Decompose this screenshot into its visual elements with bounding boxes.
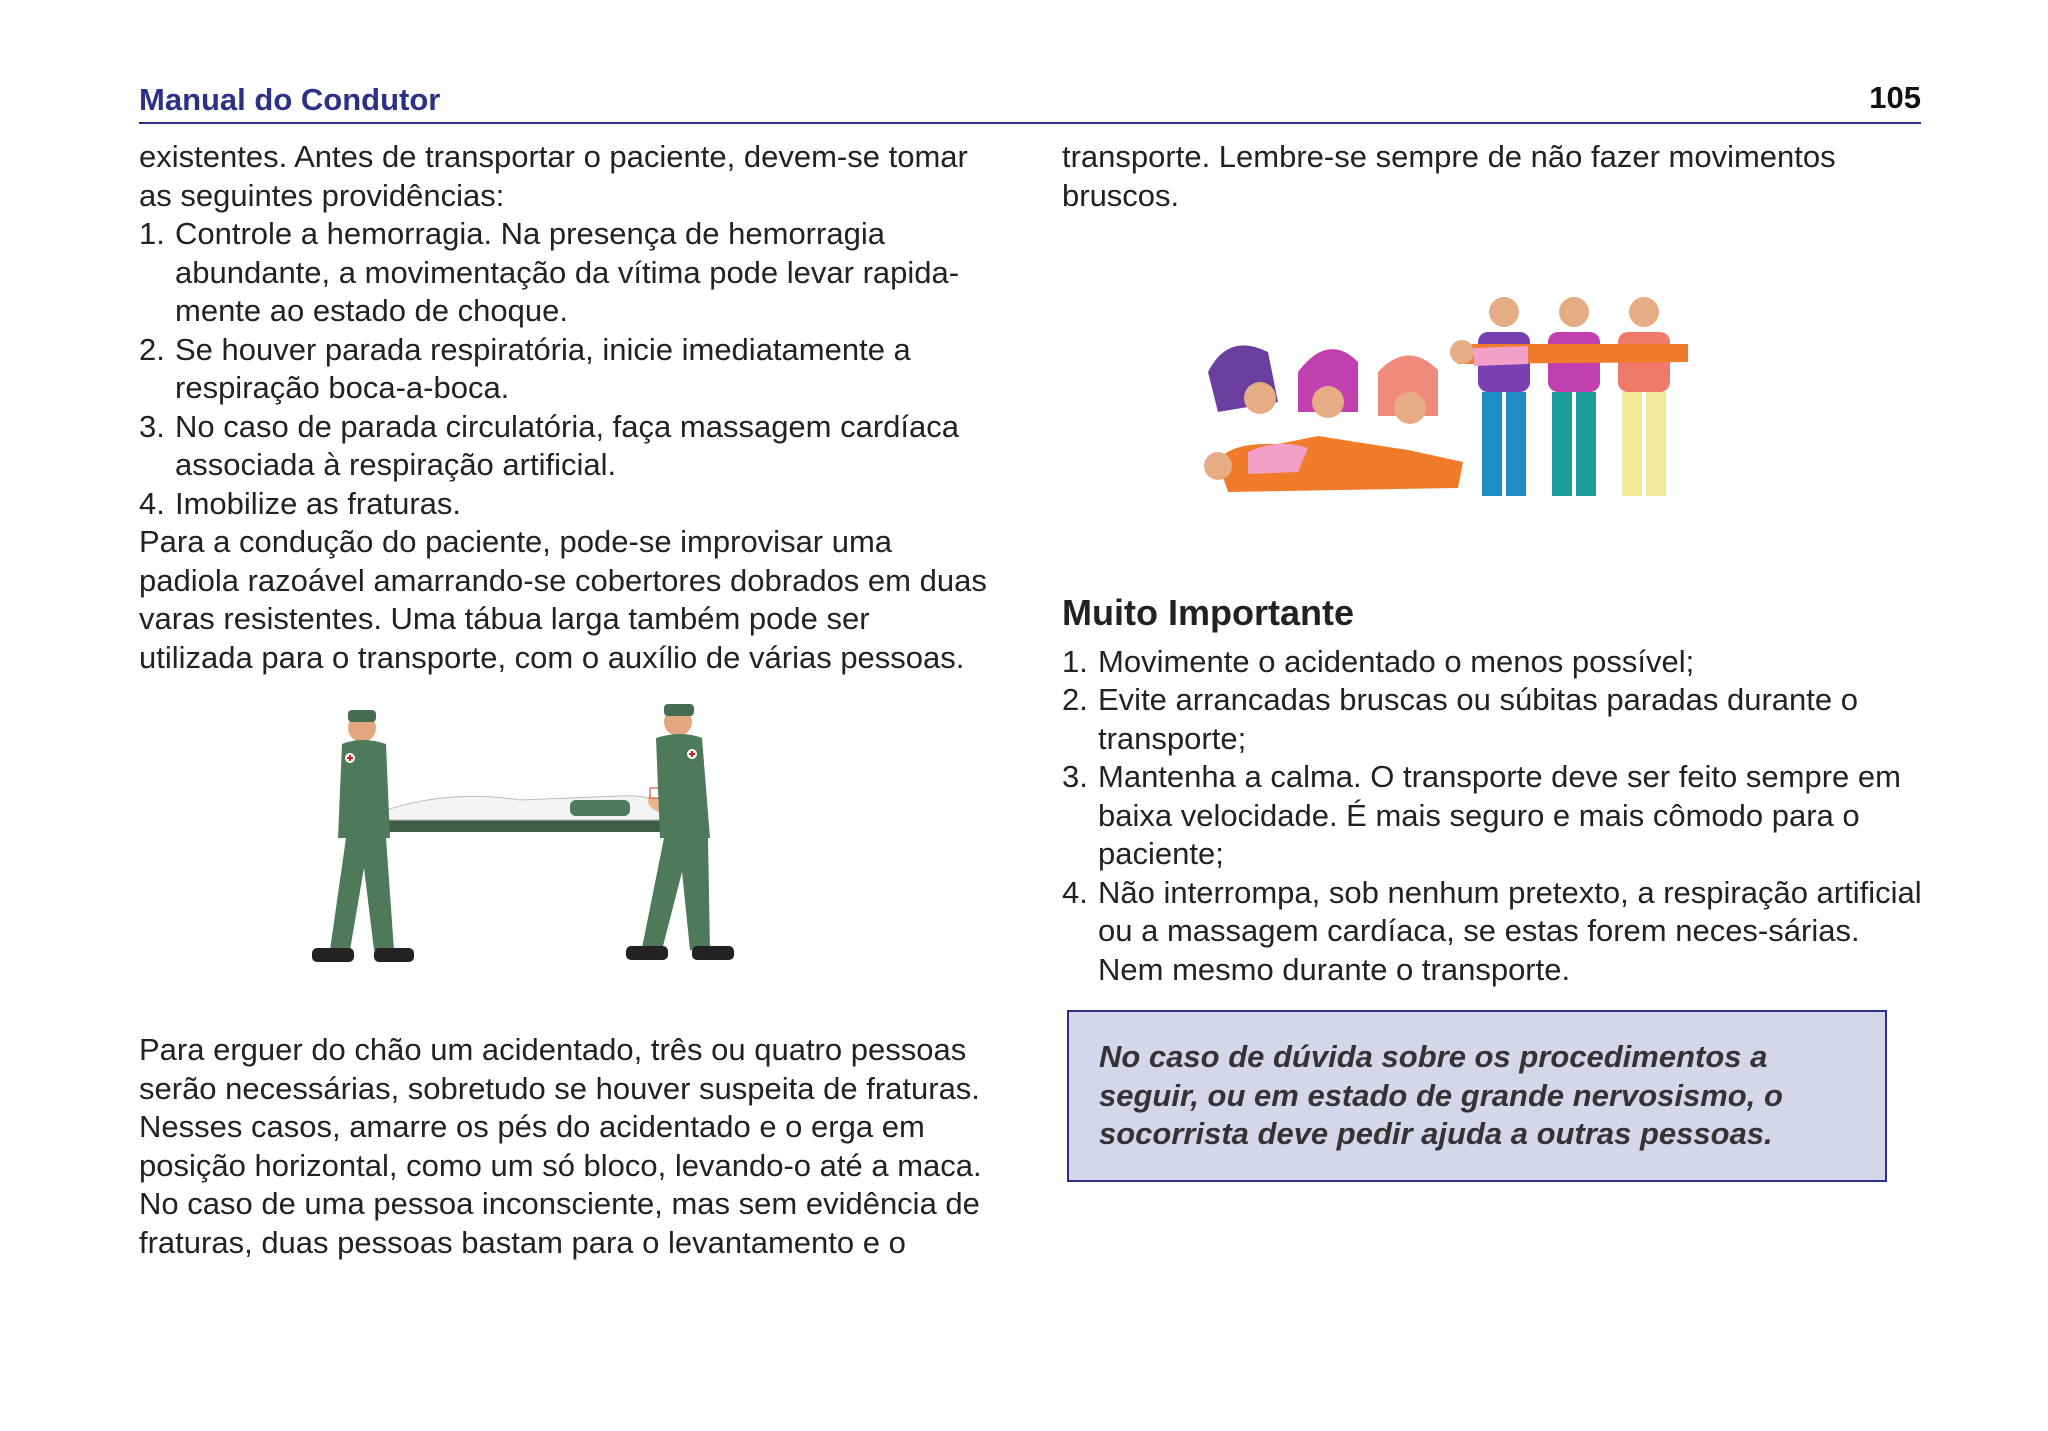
unconscious-paragraph: No caso de uma pessoa inconsciente, mas sem evidência de fraturas, duas pessoas bastam para o levantamento e o [139,1186,980,1260]
list-number: 2. [139,331,165,367]
list-text: Mantenha a calma. O transporte deve ser feito sempre em baixa velocidade. É mais seguro e mais cômodo para o paciente; [1098,759,1901,871]
section-title: Muito Importante [1062,592,1354,633]
manual-title: Manual do Condutor [139,82,441,117]
list-number: 4. [139,485,165,521]
list-number: 2. [1062,682,1088,717]
important-section [1062,594,1922,989]
list-item [139,485,989,524]
list-item [1062,681,1922,758]
list-item [139,331,989,408]
stretcher-paragraph: Para a condução do paciente, pode-se improvisar uma padiola razoável amarrando-se cobertores dobrados em duas varas resistentes. Uma tábua larga também pode ser utilizada para o transporte, com o auxílio de várias pessoas. [139,524,987,675]
left-column-lower [139,1031,989,1262]
list-item [139,215,989,331]
list-text: Evite arrancadas bruscas ou súbitas paradas durante o transporte; [1098,682,1858,756]
list-text: Se houver parada respiratória, inicie imediatamente a respiração boca-a-boca. [175,331,911,405]
left-column [139,138,989,677]
steps-list [139,215,989,523]
warning-callout [1067,1010,1887,1182]
list-number: 3. [139,408,165,444]
lift-paragraph: Para erguer do chão um acidentado, três ou quatro pessoas serão necessárias, sobretudo se houver suspeita de fraturas. Nesses casos, amarre os pés do acidentado e o erga em posição horizontal, como um só bloco, levando-o até a maca. [139,1032,982,1183]
list-item [1062,758,1922,874]
list-item [139,408,989,485]
list-number: 1. [139,216,165,251]
list-number: 3. [1062,759,1088,794]
list-text: Não interrompa, sob nenhum pretexto, a respiração artificial ou a massagem cardíaca, se estas forem neces-sárias. Nem mesmo durante o transporte. [1098,874,1922,987]
three-person-lift-illustration [1188,252,1718,512]
list-text: Movimente o acidentado o menos possível; [1098,643,1695,679]
list-text: Controle a hemorragia. Na presença de hemorragia abundante, a movimentação da vítima pode levar rapida-mente ao estado de choque. [175,216,960,328]
list-text: No caso de parada circulatória, faça massagem cardíaca associada à respiração artificial. [175,408,960,482]
page-header [139,78,1921,124]
list-number: 4. [1062,874,1088,910]
important-list [1062,643,1922,990]
intro-paragraph: existentes. Antes de transportar o paciente, devem-se tomar as seguintes providências: [139,139,968,213]
list-text: Imobilize as fraturas. [175,485,461,521]
continuation-paragraph: transporte. Lembre-se sempre de não fazer movimentos bruscos. [1062,139,1836,213]
list-number: 1. [1062,643,1088,679]
callout-text: No caso de dúvida sobre os procedimentos a seguir, ou em estado de grande nervosismo, o socorrista deve pedir ajuda a outras pessoas. [1099,1039,1783,1151]
list-item [1062,874,1922,990]
stretcher-carry-illustration [290,688,770,988]
page-number: 105 [1869,80,1921,115]
list-item [1062,643,1922,682]
right-column [1062,138,1922,215]
